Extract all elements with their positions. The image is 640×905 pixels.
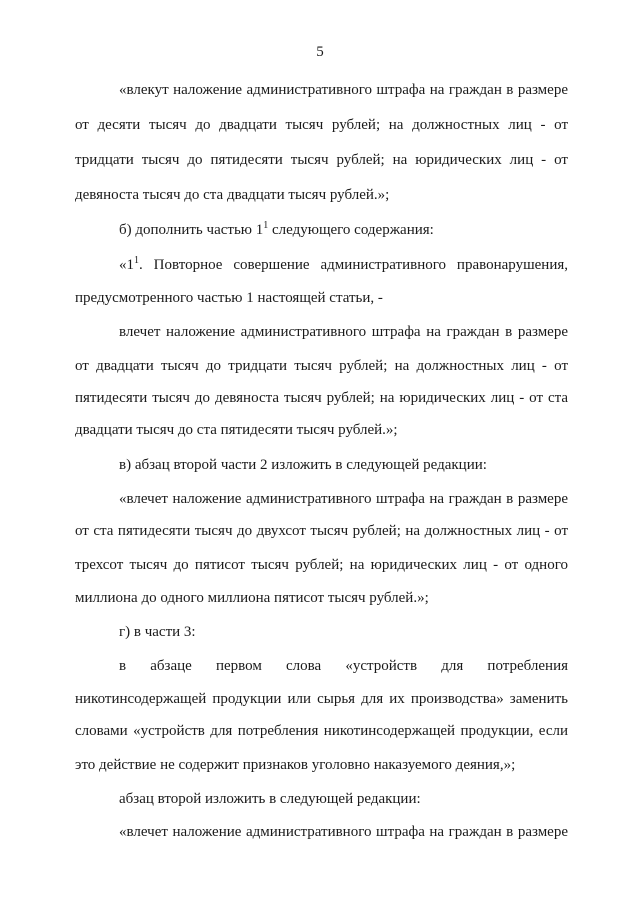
- text-line: [119, 822, 568, 842]
- text-line: [119, 220, 568, 240]
- line-text: от двадцати тысяч до тридцати тысяч рублей; на должностных лиц - от: [75, 358, 568, 374]
- text-line: [119, 489, 568, 509]
- text-line: [119, 656, 568, 676]
- text-line: [75, 588, 568, 608]
- superscript: 1: [134, 255, 139, 266]
- line-text: в) абзац второй части 2 изложить в следующей редакции:: [119, 457, 487, 473]
- text-line: [119, 622, 568, 642]
- line-text: двадцати тысяч до ста пятидесяти тысяч рублей.»;: [75, 422, 398, 438]
- text-line: [119, 455, 568, 475]
- line-text: пятидесяти тысяч до девяноста тысяч рублей; на юридических лиц - от ста: [75, 390, 568, 406]
- line-text: в абзаце первом слова «устройств для потребления: [119, 658, 568, 674]
- line-text: «влечет наложение административного штрафа на граждан в размере: [119, 491, 568, 507]
- text-line: [119, 255, 568, 275]
- line-text: словами «устройств для потребления никотинсодержащей продукции, если: [75, 723, 568, 739]
- line-text: это действие не содержит признаков уголовно наказуемого деяния,»;: [75, 757, 516, 773]
- text-line: [75, 356, 568, 376]
- text-line: [75, 755, 568, 775]
- text-line: [119, 80, 568, 100]
- line-text: трехсот тысяч до пятисот тысяч рублей; на юридических лиц - от одного: [75, 557, 568, 573]
- line-text: г) в части 3:: [119, 624, 196, 640]
- line-text: девяноста тысяч до ста двадцати тысяч рублей.»;: [75, 187, 390, 203]
- line-text: от десяти тысяч до двадцати тысяч рублей; на должностных лиц - от: [75, 117, 568, 133]
- text-line: [75, 420, 568, 440]
- line-text: тридцати тысяч до пятидесяти тысяч рублей; на юридических лиц - от: [75, 152, 568, 168]
- text-line: [119, 789, 568, 809]
- text-line: [75, 555, 568, 575]
- line-text: предусмотренного частью 1 настоящей статьи, -: [75, 290, 383, 306]
- text-line: [75, 185, 568, 205]
- text-line: [75, 288, 568, 308]
- line-text: миллиона до одного миллиона пятисот тысяч рублей.»;: [75, 590, 429, 606]
- text-line: [75, 115, 568, 135]
- line-text: никотинсодержащей продукции или сырья для их производства» заменить: [75, 691, 568, 707]
- page-number: 5: [316, 44, 324, 60]
- text-line: [75, 521, 568, 541]
- text-line: [75, 150, 568, 170]
- line-text: «влечет наложение административного штрафа на граждан в размере: [119, 824, 568, 840]
- line-text: абзац второй изложить в следующей редакции:: [119, 791, 421, 807]
- text-line: [75, 689, 568, 709]
- line-text: б) дополнить частью 1: [119, 222, 264, 238]
- text-line: [75, 721, 568, 741]
- line-text: «влекут наложение административного штрафа на граждан в размере: [119, 82, 568, 98]
- line-text: влечет наложение административного штрафа на граждан в размере: [119, 324, 568, 340]
- text-line: [75, 388, 568, 408]
- line-text: «1: [119, 257, 134, 273]
- line-text: . Повторное совершение административного правонарушения,: [139, 257, 568, 273]
- line-text: следующего содержания:: [268, 222, 434, 238]
- superscript: 1: [263, 220, 269, 231]
- line-text: от ста пятидесяти тысяч до двухсот тысяч рублей; на должностных лиц - от: [75, 523, 568, 539]
- text-line: [119, 322, 568, 342]
